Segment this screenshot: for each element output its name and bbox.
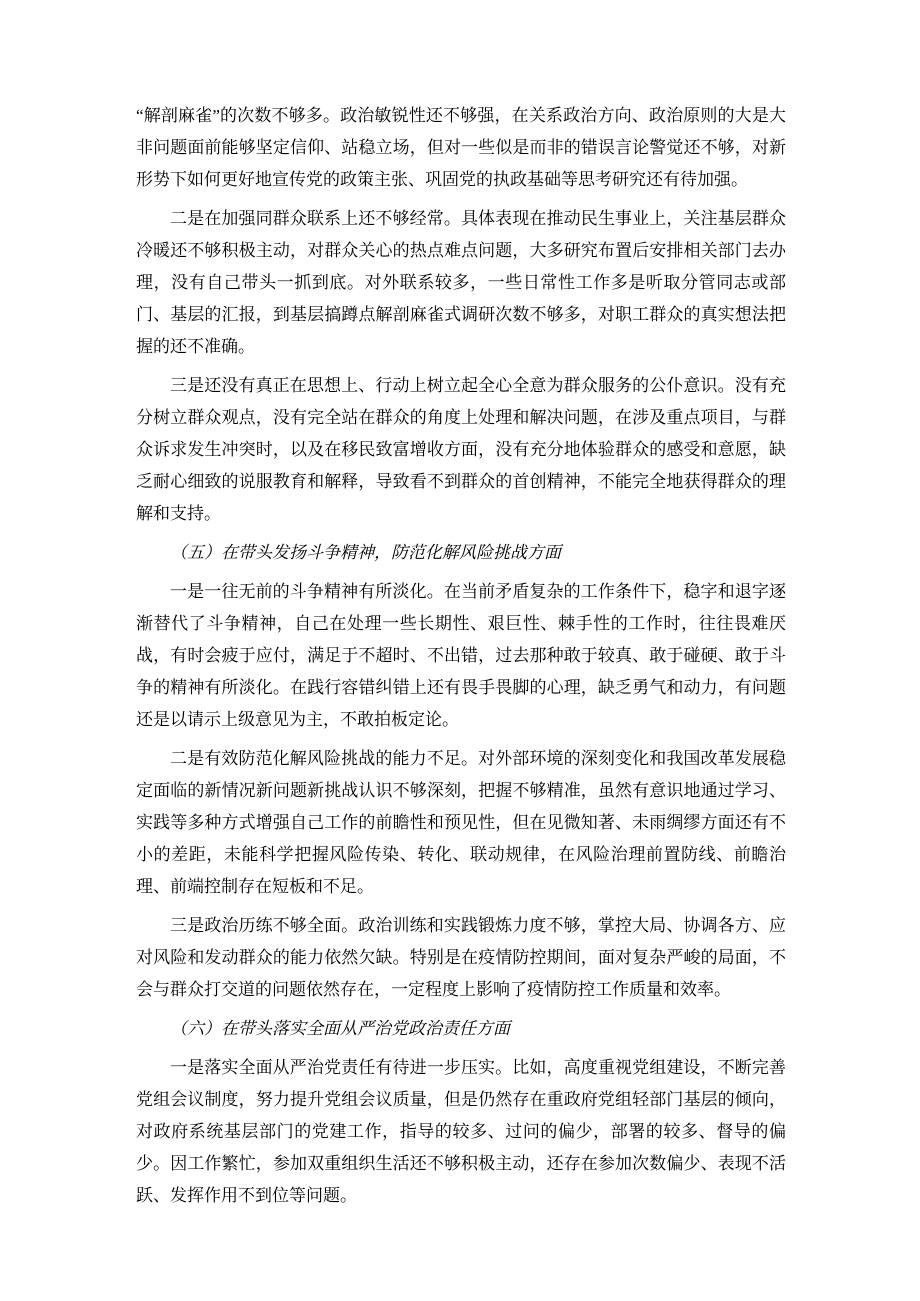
body-paragraph: 二是在加强同群众联系上还不够经常。具体表现在推动民生事业上，关注基层群众冷暖还不够积极主动，对群众关心的热点难点问题，大多研究布置后安排相关部门去办理，没有自己带头一抓到底。对外联系较多，一些日常性工作多是听取分管同志或部门、基层的汇报，到基层搞蹲点解剖麻雀式调研次数不够多，对职工群众的真实想法把握的还不准确。 bbox=[136, 209, 786, 356]
body-paragraph: 三是还没有真正在思想上、行动上树立起全心全意为群众服务的公仆意识。没有充分树立群众观点，没有完全站在群众的角度上处理和解决问题，在涉及重点项目，与群众诉求发生冲突时，以及在移民致富增收方面，没有充分地体验群众的感受和意愿，缺乏耐心细致的说服教育和解释，导致看不到群众的首创精神，不能完全地获得群众的理解和支持。 bbox=[136, 376, 786, 523]
section-heading: （六）在带头落实全面从严治党政治责任方面 bbox=[170, 1019, 510, 1038]
body-paragraph: 三是政治历练不够全面。政治训练和实践锻炼力度不够，掌控大局、协调各方、应对风险和发动群众的能力依然欠缺。特别是在疫情防控期间，面对复杂严峻的局面，不会与群众打交道的问题依然存在，一定程度上影响了疫情防控工作质量和效率。 bbox=[136, 916, 786, 999]
section-heading: （五）在带头发扬斗争精神，防范化解风险挑战方面 bbox=[170, 543, 561, 562]
body-paragraph: 一是一往无前的斗争精神有所淡化。在当前矛盾复杂的工作条件下，稳字和退字逐渐替代了斗争精神，自己在处理一些长期性、艰巨性、棘手性的工作时，往往畏难厌战，有时会疲于应付，满足于不超时、不出错，过去那种敢于较真、敢于碰硬、敢于斗争的精神有所淡化。在践行容错纠错上还有畏手畏脚的心理，缺乏勇气和动力，有问题还是以请示上级意见为主，不敢拍板定论。 bbox=[136, 582, 786, 729]
body-paragraph: “解剖麻雀”的次数不够多。政治敏锐性还不够强，在关系政治方向、政治原则的大是大非问题面前能够坚定信仰、站稳立场，但对一些似是而非的错误言论警觉还不够，对新形势下如何更好地宣传党的政策主张、巩固党的执政基础等思考研究还有待加强。 bbox=[136, 106, 786, 189]
body-paragraph: 一是落实全面从严治党责任有待进一步压实。比如，高度重视党组建设，不断完善党组会议制度，努力提升党组会议质量，但是仍然存在重政府党组轻部门基层的倾向，对政府系统基层部门的党建工作，指导的较多、过问的偏少，部署的较多、督导的偏少。因工作繁忙，参加双重组织生活还不够积极主动，还存在参加次数偏少、表现不活跃、发挥作用不到位等问题。 bbox=[136, 1058, 786, 1205]
body-paragraph: 二是有效防范化解风险挑战的能力不足。对外部环境的深刻变化和我国改革发展稳定面临的新情况新问题新挑战认识不够深刻，把握不够精准，虽然有意识地通过学习、实践等多种方式增强自己工作的前瞻性和预见性，但在见微知著、未雨绸缪方面还有不小的差距，未能科学把握风险传染、转化、联动规律，在风险治理前置防线、前瞻治理、前端控制存在短板和不足。 bbox=[136, 749, 786, 896]
document-content bbox=[136, 100, 786, 1212]
